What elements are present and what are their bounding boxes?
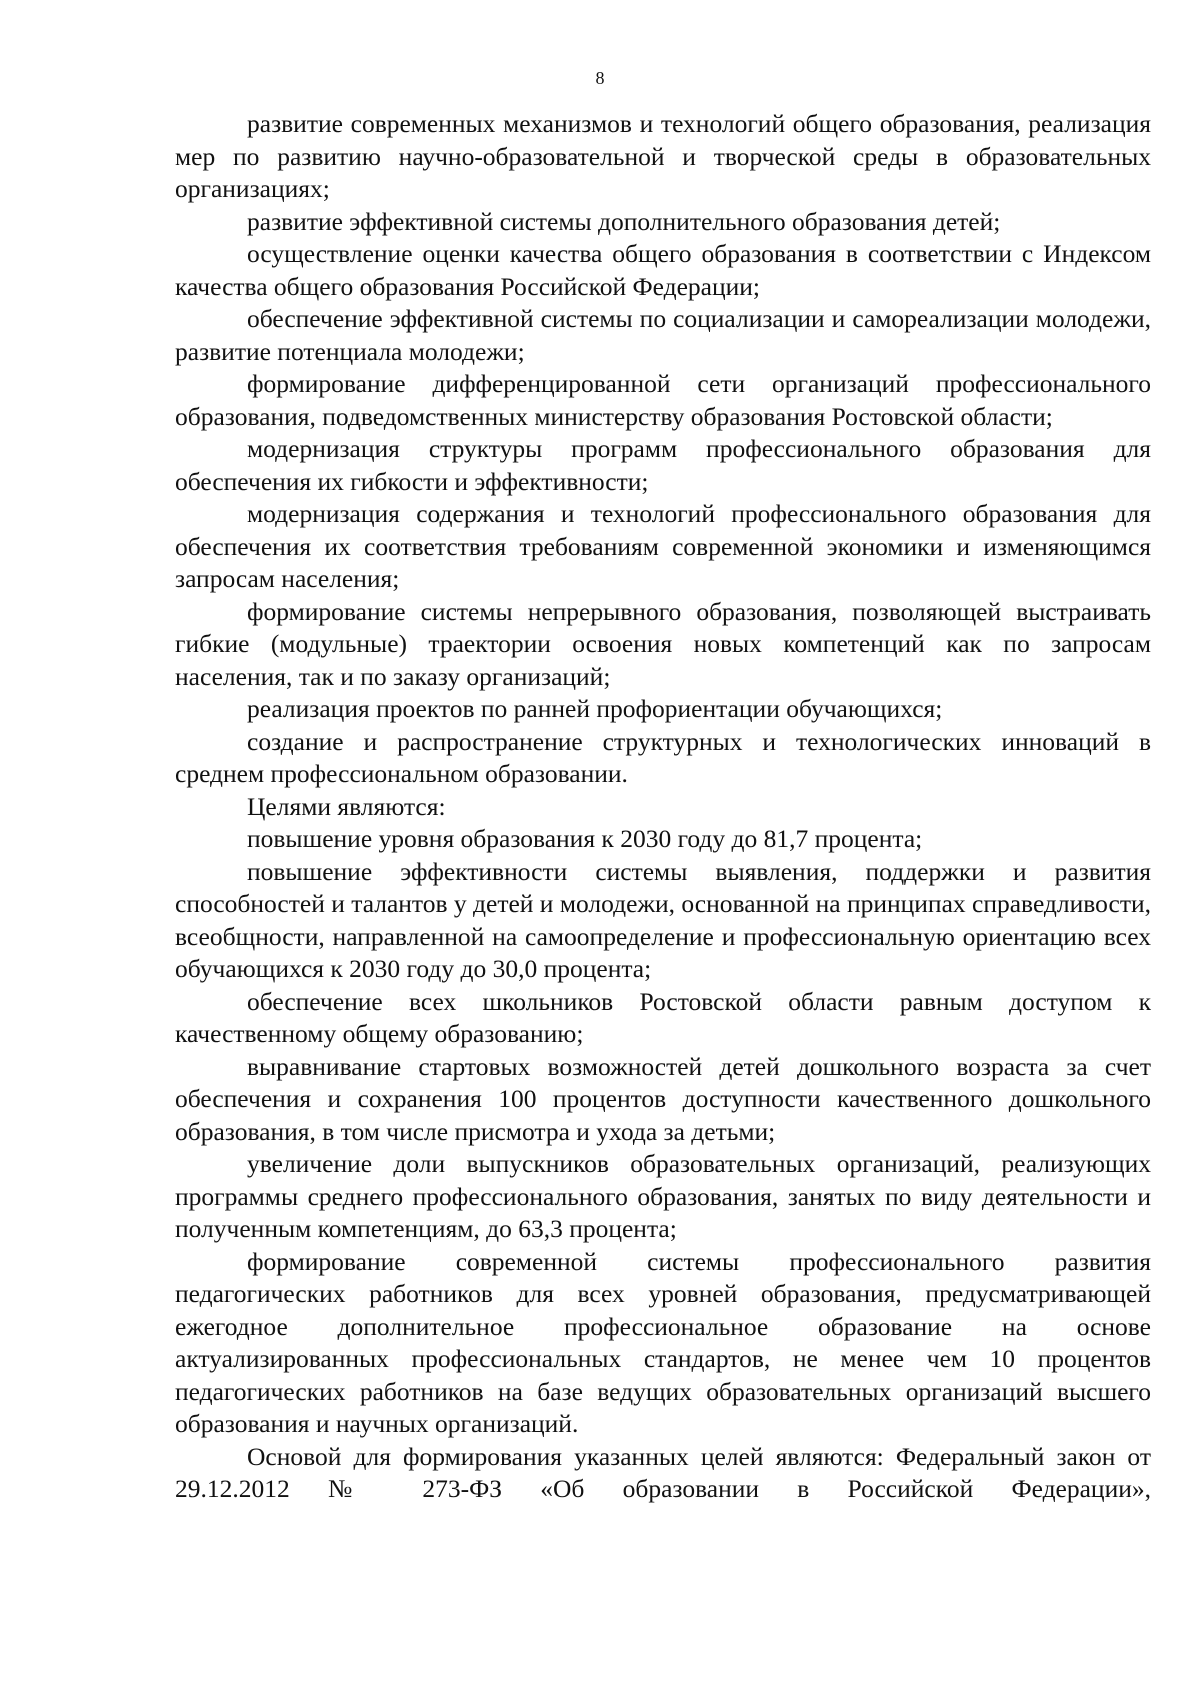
paragraph: выравнивание стартовых возможностей детей дошкольного возраста за счет обеспечения и сохранения 100 процентов доступности качественного дошкольного образования, в том числе присмотра и ухода за детьми; [175,1051,1151,1146]
paragraph: повышение эффективности системы выявления, поддержки и развития способностей и талантов у детей и молодежи, основанной на принципах справедливости, всеобщности, направленной на самоопределение и профессиональную ориентацию всех обучающихся к 2030 году до 30,0 процента; [175,856,1152,983]
paragraph: формирование современной системы профессионального развития педагогических работников для всех уровней образования, предусматривающей ежегодное дополнительное профессиональное образование на основе актуализированных профессиональных стандартов, не менее чем 10 процентов педагогических работников на базе ведущих образовательных организаций высшего образования и научных организаций. [175,1246,1151,1438]
paragraph: обеспечение эффективной системы по социализации и самореализации молодежи, развитие потенциала молодежи; [175,304,1151,366]
paragraph: развитие эффективной системы дополнительного образования детей; [247,206,1001,236]
paragraph: формирование системы непрерывного образования, позволяющей выстраивать гибкие (модульные) траектории освоения новых компетенций как по запросам населения, так и по заказу организаций; [175,596,1151,691]
paragraph: реализация проектов по ранней профориентации обучающихся; [247,694,943,723]
paragraph: обеспечение всех школьников Ростовской области равным доступом к качественному общему образованию; [175,986,1151,1048]
paragraph: Основой для формирования указанных целей являются: Федеральный закон от 29.12.2012 № 273-ФЗ «Об образовании в Российской Федерации», [175,1441,1151,1503]
paragraph: формирование дифференцированной сети организаций профессионального образования, подведомственных министерству образования Ростовской области; [175,369,1151,431]
paragraph: модернизация структуры программ профессионального образования для обеспечения их гибкости и эффективности; [175,434,1151,496]
paragraph: создание и распространение структурных и технологических инноваций в среднем профессиональном образовании. [175,726,1151,788]
paragraph: модернизация содержания и технологий профессионального образования для обеспечения их соответствия требованиям современной экономики и изменяющимся запросам населения; [175,499,1151,593]
paragraph: Целями являются: [247,791,446,821]
paragraph: увеличение доли выпускников образовательных организаций, реализующих программы среднего профессионального образования, занятых по виду деятельности и полученным компетенциям, до 63,3 процента; [175,1149,1151,1243]
paragraph: повышение уровня образования к 2030 году до 81,7 процента; [247,824,923,853]
page-number: 8 [595,68,605,88]
paragraph: развитие современных механизмов и технологий общего образования, реализация мер по развитию научно-образовательной и творческой среды в образовательных организациях; [175,109,1151,203]
paragraph: осуществление оценки качества общего образования в соответствии с Индексом качества общего образования Российской Федерации; [175,239,1151,301]
document-body [175,108,1151,1506]
